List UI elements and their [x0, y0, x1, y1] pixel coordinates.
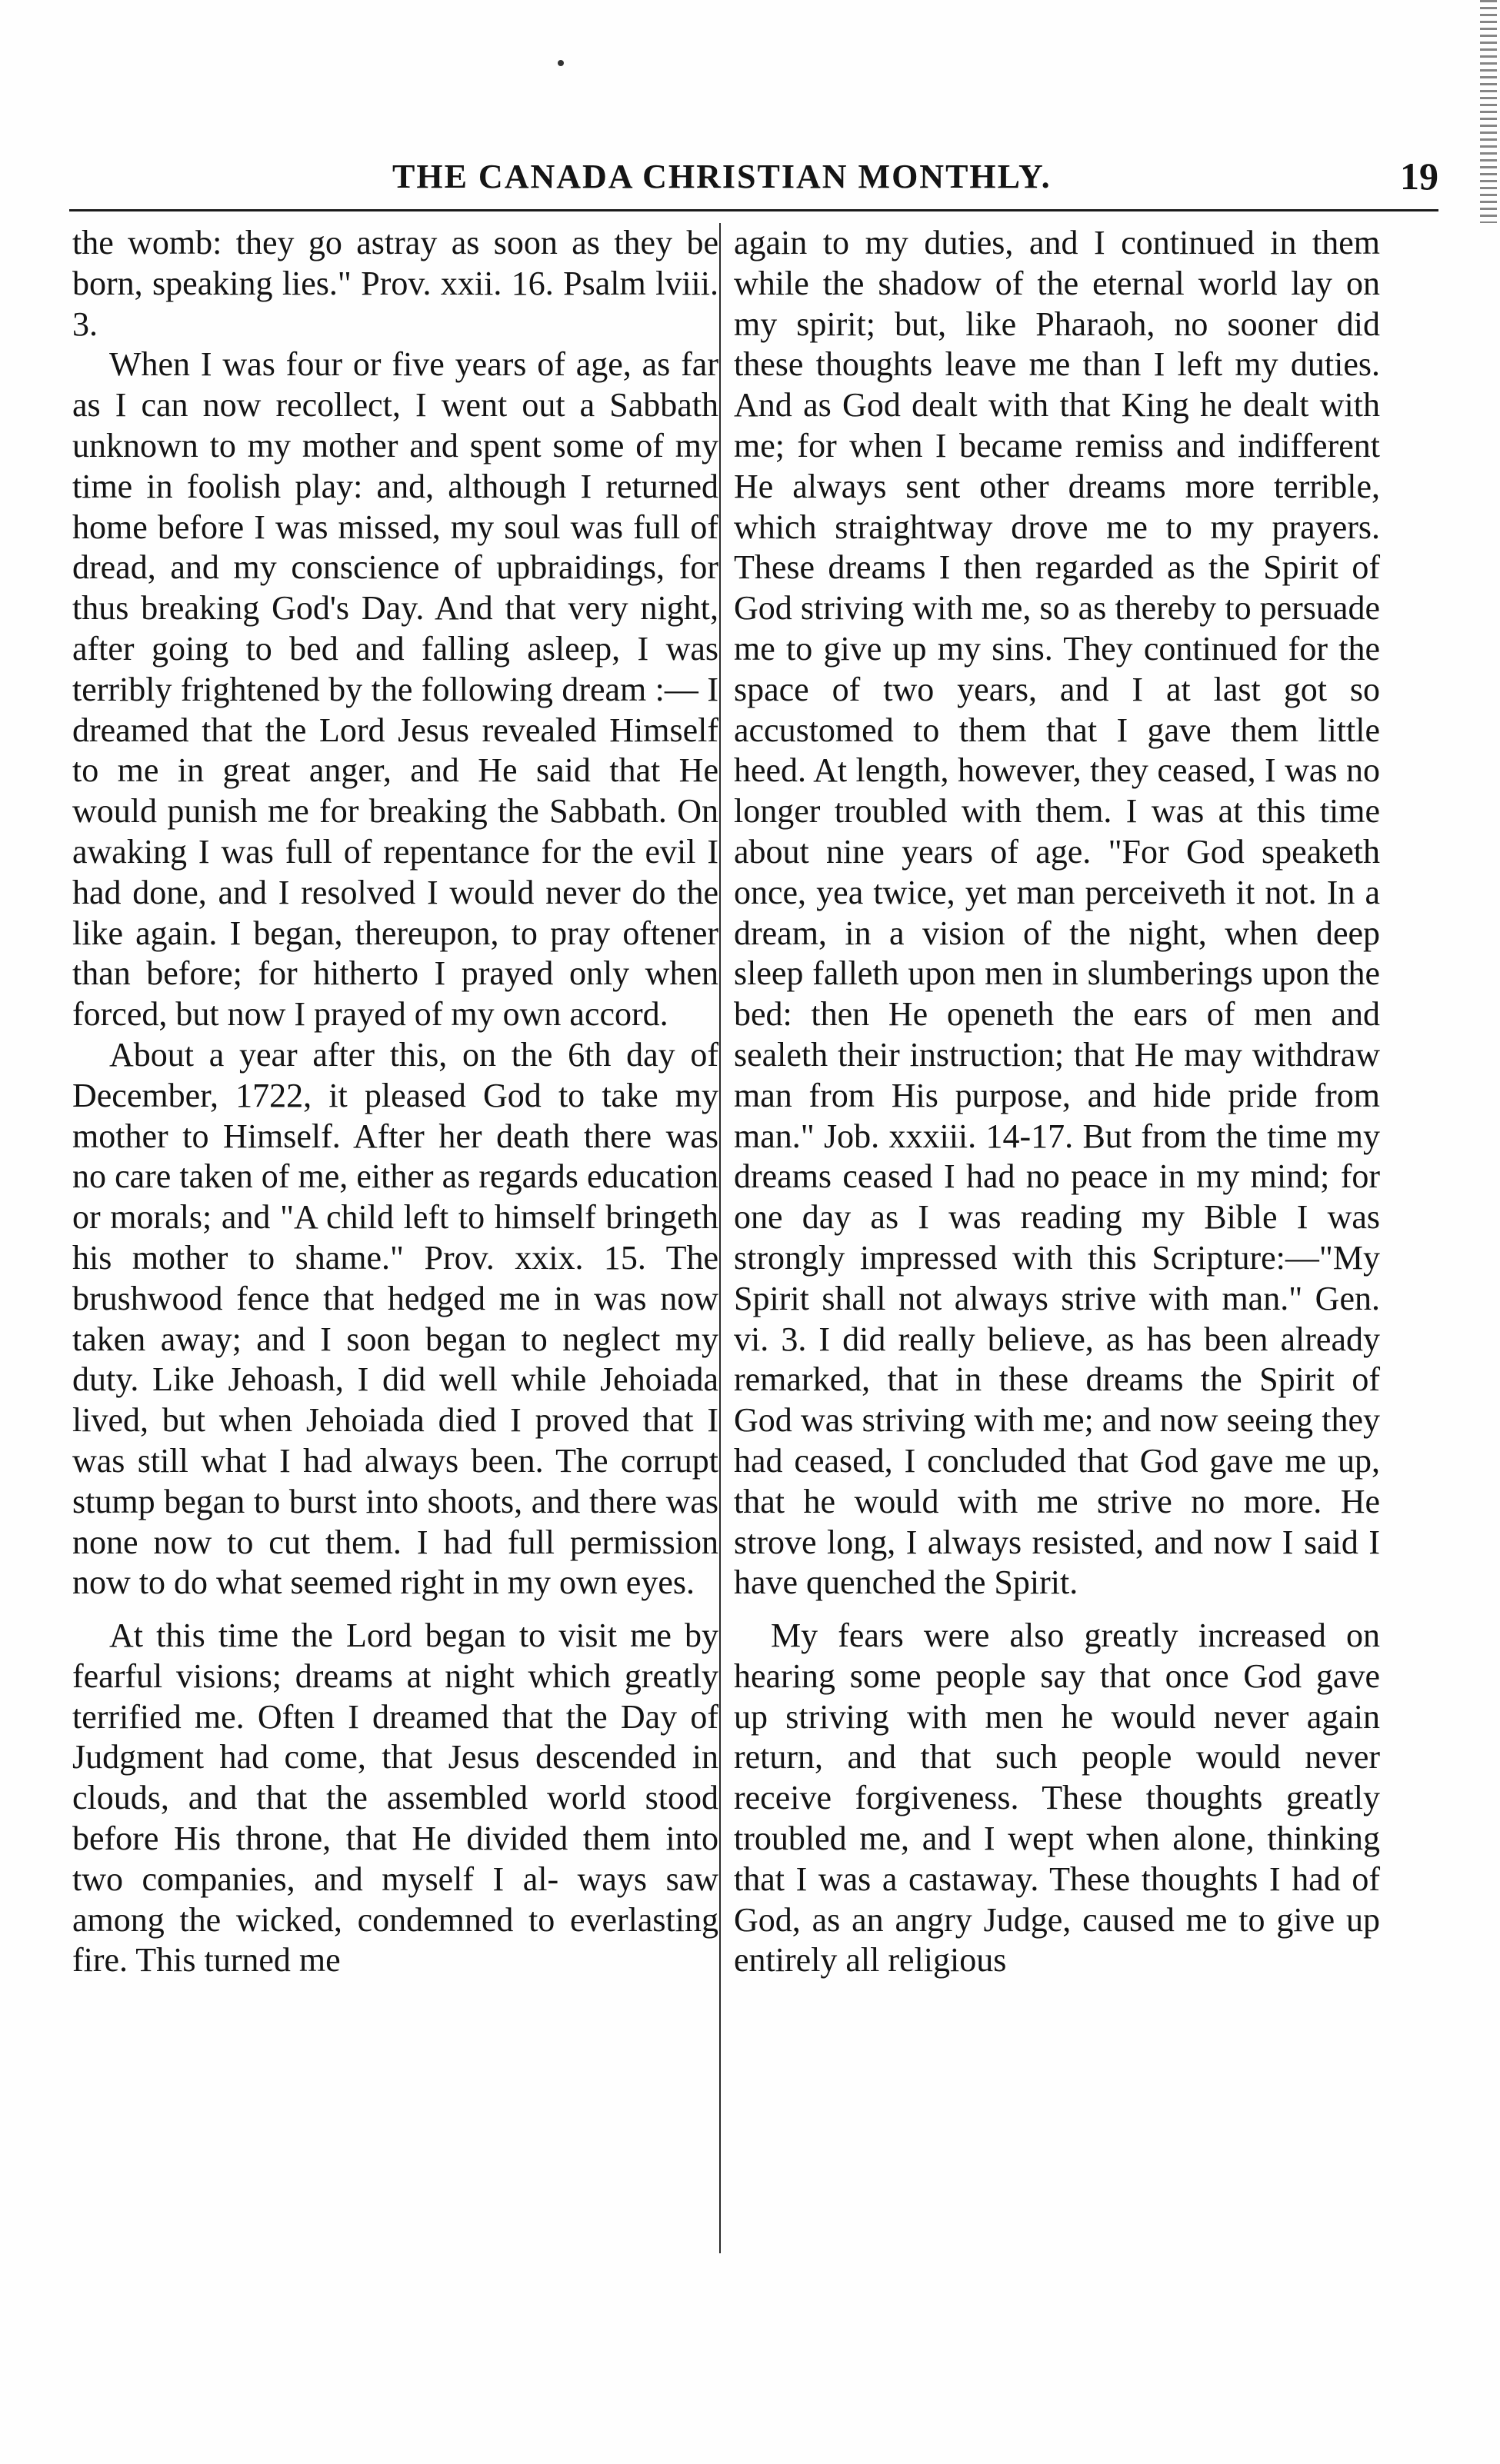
paragraph: the womb: they go astray as soon as they be born, speaking lies." Prov. xxii. 16. Psalm lviii. 3. — [72, 224, 718, 343]
ink-speck — [558, 60, 564, 66]
column-divider — [719, 223, 721, 2253]
left-column — [72, 223, 718, 2261]
page-number: 19 — [1400, 155, 1438, 198]
right-column — [734, 223, 1380, 2261]
running-title: THE CANADA CHRISTIAN MONTHLY. — [392, 158, 1052, 195]
paragraph: At this time the Lord began to visit me by fearful visions; dreams at night which greatly terrified me. Often I dreamed that the Day of Judgment had come, that Jesus descended in clouds, and that the assembled world stood before His throne, that He divided them into two companies, and myself I al- ways saw among the wicked, condemned to everlasting fire. This turned me — [72, 1617, 718, 1980]
paragraph: About a year after this, on the 6th day of December, 1722, it pleased God to take my mother to Himself. After her death there was no care taken of me, either as regards education or morals; and "A child left to himself bringeth his mother to shame." Prov. xxix. 15. The brushwood fence that hedged me in was now taken away; and I soon began to neglect my duty. Like Jehoash, I did well while Jehoiada lived, but when Jehoiada died I proved that I was still what I had always been. The corrupt stump began to burst into shoots, and there was none now to cut them. I had full permission now to do what seemed right in my own eyes. — [72, 1035, 718, 1602]
binding-edge-marks — [1480, 0, 1497, 223]
page-header — [69, 154, 1438, 208]
paragraph: again to my duties, and I continued in them while the shadow of the eternal world lay on my spirit; but, like Pharaoh, no sooner did these thoughts leave me than I left my duties. And as God dealt with that King he dealt with me; for when I became remiss and indifferent He always sent other dreams more terrible, which straightway drove me to my prayers. These dreams I then regarded as the Spirit of God striving with me, so as thereby to persuade me to give up my sins. They continued for the space of two years, and I at last got so accustomed to them that I gave them little heed. At length, however, they ceased, I was no longer troubled with them. I was at this time about nine years of age. "For God speaketh once, yea twice, yet man perceiveth it not. In a dream, in a vision of the night, when deep sleep falleth upon men in slumberings upon the bed: then He openeth the ears of men and sealeth their instruction; that He may withdraw man from His purpose, and hide pride from man." Job. xxxiii. 14-17. But from the time my dreams ceased I had no peace in my mind; for one day as I was reading my Bible I was strongly impressed with this Scripture:—"My Spirit shall not always strive with man." Gen. vi. 3. I did really believe, as has been already remarked, that in these dreams the Spirit of God was striving with me; and now seeing they had ceased, I concluded that God gave me up, that he would with me strive no more. He strove long, I always resisted, and now I said I have quenched the Spirit. — [734, 224, 1380, 1602]
paragraph: My fears were also greatly increased on hearing some people say that once God gave up striving with men he would never again return, and that such people would never receive forgiveness. These thoughts greatly troubled me, and I wept when alone, thinking that I was a castaway. These thoughts I had of God, as an angry Judge, caused me to give up entirely all religious — [734, 1617, 1380, 1980]
paragraph: When I was four or five years of age, as far as I can now recollect, I went out a Sabbath unknown to my mother and spent some of my time in foolish play: and, although I returned home before I was missed, my soul was full of dread, and my conscience of upbraidings, for thus breaking God's Day. And that very night, after going to bed and falling asleep, I was terribly frightened by the following dream :— I dreamed that the Lord Jesus revealed Himself to me in great anger, and He said that He would punish me for breaking the Sabbath. On awaking I was full of repentance for the evil I had done, and I resolved I would never do the like again. I began, thereupon, to pray oftener than before; for hitherto I prayed only when forced, but now I prayed of my own accord. — [72, 345, 718, 1034]
header-rule — [69, 209, 1438, 211]
